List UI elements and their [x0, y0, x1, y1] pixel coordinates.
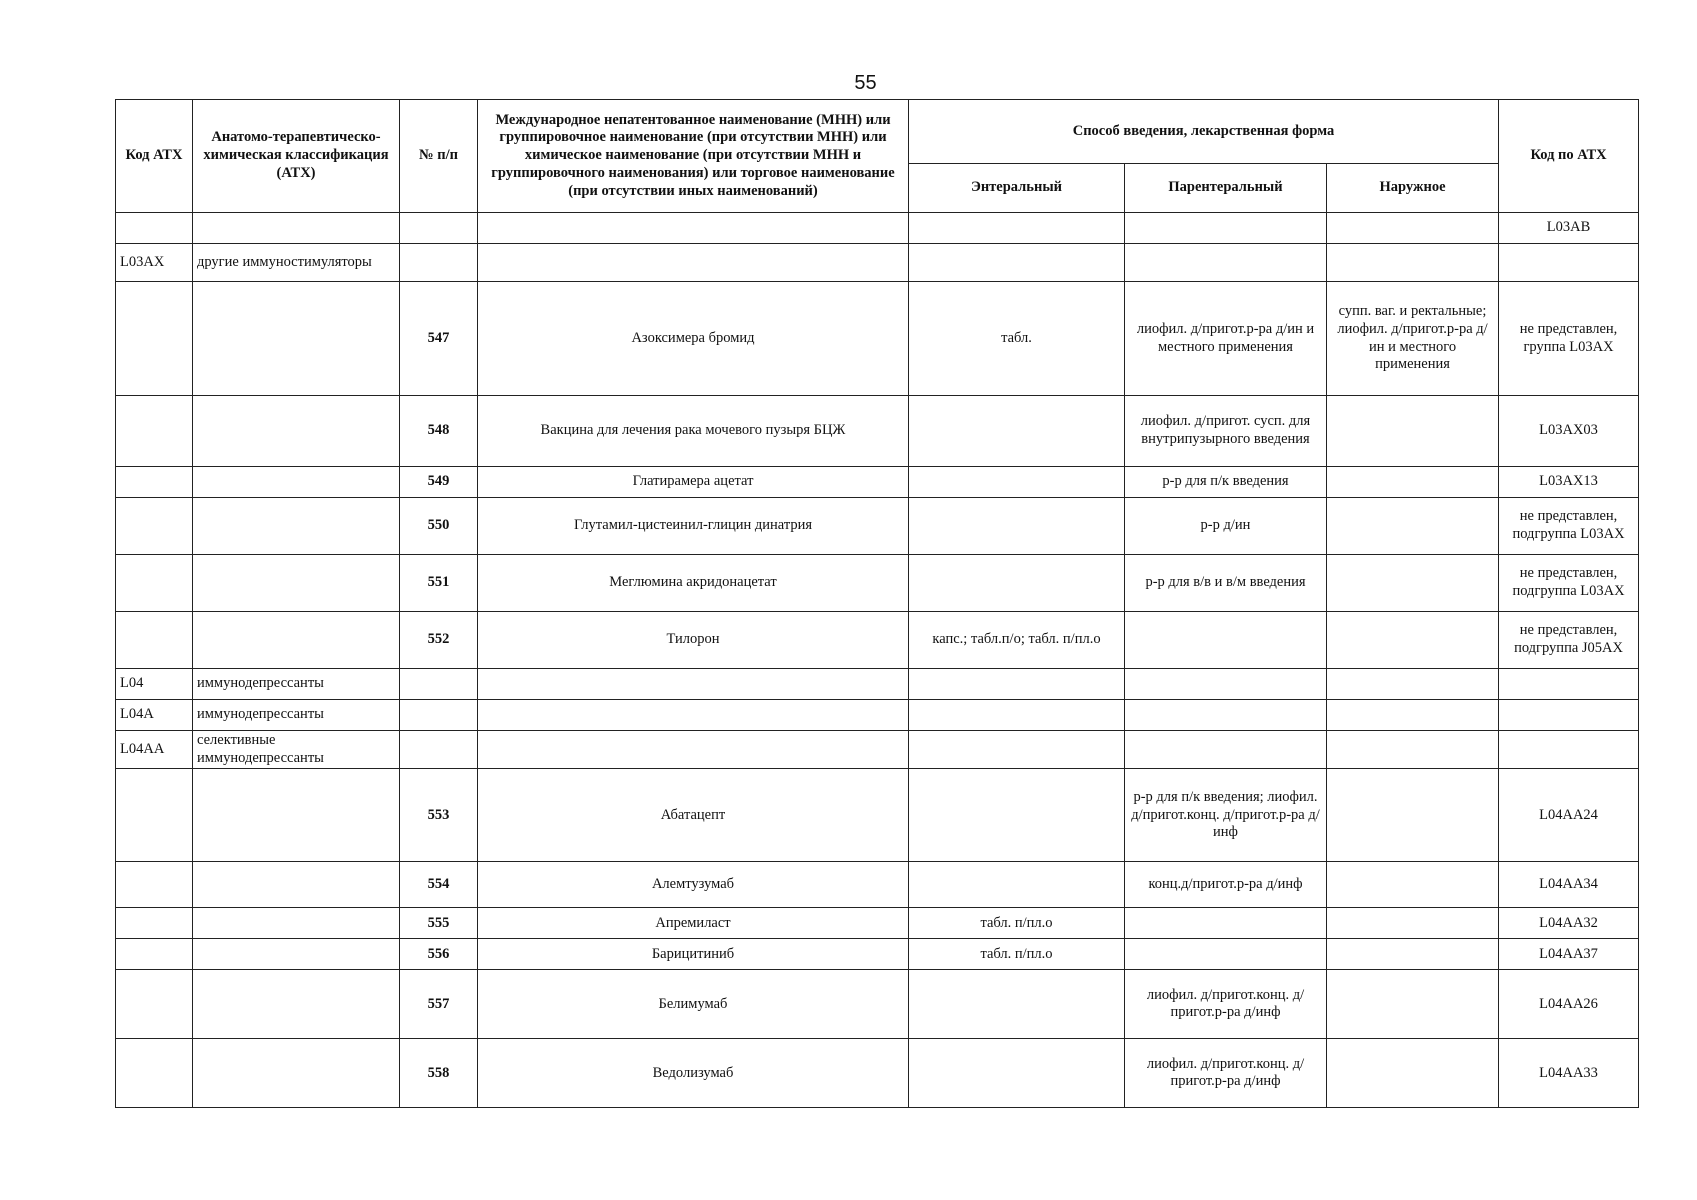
drug-table [115, 99, 1639, 1108]
cell-atc-classification [193, 1039, 400, 1108]
cell-drug-name: Абатацепт [478, 769, 909, 862]
cell-drug-name: Меглюмина акридонацетат [478, 555, 909, 612]
cell-drug-name [478, 700, 909, 731]
cell-number: 558 [400, 1039, 478, 1108]
cell-enteral: табл. п/пл.о [909, 939, 1125, 970]
cell-external [1327, 769, 1499, 862]
cell-atc-code [116, 939, 193, 970]
cell-atc-code [116, 282, 193, 396]
cell-code-by-atc: не представлен, группа L03AX [1499, 282, 1639, 396]
cell-drug-name [478, 244, 909, 282]
cell-external [1327, 700, 1499, 731]
cell-number: 550 [400, 498, 478, 555]
table-row [116, 862, 1639, 908]
cell-enteral [909, 862, 1125, 908]
cell-atc-code [116, 396, 193, 467]
table-body [116, 213, 1639, 1108]
cell-atc-classification [193, 970, 400, 1039]
cell-external [1327, 669, 1499, 700]
cell-atc-code [116, 970, 193, 1039]
cell-enteral [909, 555, 1125, 612]
cell-drug-name: Алемтузумаб [478, 862, 909, 908]
cell-enteral [909, 731, 1125, 769]
table-row [116, 700, 1639, 731]
cell-code-by-atc: не представлен, подгруппа L03AX [1499, 555, 1639, 612]
header-route-group: Способ введения, лекарственная форма [909, 100, 1499, 164]
cell-parenteral [1125, 731, 1327, 769]
cell-enteral [909, 970, 1125, 1039]
cell-atc-classification [193, 862, 400, 908]
cell-parenteral: р-р для п/к введения [1125, 467, 1327, 498]
cell-drug-name: Вакцина для лечения рака мочевого пузыря БЦЖ [478, 396, 909, 467]
cell-atc-classification [193, 498, 400, 555]
cell-atc-classification [193, 769, 400, 862]
cell-parenteral [1125, 244, 1327, 282]
cell-atc-classification [193, 467, 400, 498]
cell-external [1327, 939, 1499, 970]
cell-external [1327, 612, 1499, 669]
cell-atc-code [116, 555, 193, 612]
cell-code-by-atc: L04AA37 [1499, 939, 1639, 970]
cell-drug-name [478, 731, 909, 769]
cell-drug-name [478, 213, 909, 244]
cell-parenteral [1125, 669, 1327, 700]
cell-external [1327, 244, 1499, 282]
table-row [116, 1039, 1639, 1108]
cell-atc-code [116, 908, 193, 939]
cell-parenteral: лиофил. д/пригот. сусп. для внутрипузырного введения [1125, 396, 1327, 467]
cell-code-by-atc: L03AX13 [1499, 467, 1639, 498]
table-row [116, 213, 1639, 244]
cell-atc-classification [193, 555, 400, 612]
header-external: Наружное [1327, 164, 1499, 213]
table-row [116, 769, 1639, 862]
header-drug-name: Международное непатентованное наименование (МНН) или группировочное наименование (при отсутствии МНН) или химическое наименование (при отсутствии МНН и группировочного наименования) или торговое наименование (при отсутствии иных наименований) [478, 100, 909, 213]
cell-drug-name: Белимумаб [478, 970, 909, 1039]
cell-number: 549 [400, 467, 478, 498]
cell-number: 556 [400, 939, 478, 970]
cell-code-by-atc: L03AB [1499, 213, 1639, 244]
cell-atc-code [116, 498, 193, 555]
cell-enteral [909, 396, 1125, 467]
table-row [116, 731, 1639, 769]
cell-number [400, 213, 478, 244]
cell-parenteral: р-р для в/в и в/м введения [1125, 555, 1327, 612]
cell-external [1327, 396, 1499, 467]
cell-enteral [909, 467, 1125, 498]
cell-code-by-atc: L03AX03 [1499, 396, 1639, 467]
cell-atc-code: L04A [116, 700, 193, 731]
cell-parenteral [1125, 908, 1327, 939]
cell-drug-name: Тилорон [478, 612, 909, 669]
cell-number: 555 [400, 908, 478, 939]
cell-atc-classification [193, 396, 400, 467]
cell-atc-code [116, 769, 193, 862]
cell-external [1327, 862, 1499, 908]
cell-atc-classification: иммунодепрессанты [193, 700, 400, 731]
cell-enteral [909, 669, 1125, 700]
cell-drug-name: Глутамил-цистеинил-глицин динатрия [478, 498, 909, 555]
cell-atc-code [116, 612, 193, 669]
table-row [116, 555, 1639, 612]
header-number: № п/п [400, 100, 478, 213]
cell-atc-code [116, 862, 193, 908]
cell-parenteral [1125, 612, 1327, 669]
cell-atc-classification [193, 939, 400, 970]
header-code-by-atc: Код по АТХ [1499, 100, 1639, 213]
table-row [116, 467, 1639, 498]
cell-code-by-atc [1499, 669, 1639, 700]
cell-parenteral [1125, 213, 1327, 244]
cell-enteral [909, 700, 1125, 731]
cell-atc-code [116, 213, 193, 244]
cell-parenteral: лиофил. д/пригот.конц. д/пригот.р-ра д/инф [1125, 970, 1327, 1039]
cell-number [400, 700, 478, 731]
cell-parenteral: лиофил. д/пригот.р-ра д/ин и местного применения [1125, 282, 1327, 396]
cell-external [1327, 908, 1499, 939]
cell-code-by-atc [1499, 700, 1639, 731]
header-atc-code: Код АТХ [116, 100, 193, 213]
cell-number: 548 [400, 396, 478, 467]
cell-atc-code [116, 467, 193, 498]
cell-atc-code: L04 [116, 669, 193, 700]
cell-external [1327, 1039, 1499, 1108]
cell-code-by-atc: не представлен, подгруппа J05AX [1499, 612, 1639, 669]
cell-enteral [909, 1039, 1125, 1108]
cell-code-by-atc: L04AA24 [1499, 769, 1639, 862]
cell-drug-name: Ведолизумаб [478, 1039, 909, 1108]
cell-atc-classification [193, 908, 400, 939]
table-row [116, 498, 1639, 555]
cell-atc-classification: селективные иммунодепрессанты [193, 731, 400, 769]
cell-code-by-atc: L04AA33 [1499, 1039, 1639, 1108]
page-number: 55 [854, 72, 877, 94]
cell-atc-classification: иммунодепрессанты [193, 669, 400, 700]
cell-drug-name: Глатирамера ацетат [478, 467, 909, 498]
cell-external [1327, 731, 1499, 769]
cell-code-by-atc: не представлен, подгруппа L03AX [1499, 498, 1639, 555]
cell-number [400, 669, 478, 700]
cell-code-by-atc [1499, 244, 1639, 282]
cell-enteral [909, 498, 1125, 555]
cell-atc-code: L03AX [116, 244, 193, 282]
table-row [116, 612, 1639, 669]
cell-parenteral [1125, 939, 1327, 970]
cell-code-by-atc: L04AA26 [1499, 970, 1639, 1039]
cell-number [400, 731, 478, 769]
cell-parenteral: лиофил. д/пригот.конц. д/пригот.р-ра д/инф [1125, 1039, 1327, 1108]
cell-code-by-atc: L04AA32 [1499, 908, 1639, 939]
cell-number: 557 [400, 970, 478, 1039]
cell-parenteral [1125, 700, 1327, 731]
cell-number: 552 [400, 612, 478, 669]
table-row [116, 244, 1639, 282]
cell-enteral: табл. п/пл.о [909, 908, 1125, 939]
cell-atc-classification: другие иммуностимуляторы [193, 244, 400, 282]
cell-number: 554 [400, 862, 478, 908]
cell-atc-code [116, 1039, 193, 1108]
table-row [116, 282, 1639, 396]
header-atc-classification: Анатомо-терапевтическо-химическая классификация (АТХ) [193, 100, 400, 213]
cell-parenteral: р-р для п/к введения; лиофил. д/пригот.конц. д/пригот.р-ра д/инф [1125, 769, 1327, 862]
cell-parenteral: р-р д/ин [1125, 498, 1327, 555]
cell-external [1327, 555, 1499, 612]
cell-enteral: табл. [909, 282, 1125, 396]
cell-number [400, 244, 478, 282]
cell-parenteral: конц.д/пригот.р-ра д/инф [1125, 862, 1327, 908]
cell-external [1327, 213, 1499, 244]
cell-atc-classification [193, 282, 400, 396]
cell-code-by-atc: L04AA34 [1499, 862, 1639, 908]
table-row [116, 396, 1639, 467]
cell-drug-name: Азоксимера бромид [478, 282, 909, 396]
cell-enteral [909, 244, 1125, 282]
cell-number: 547 [400, 282, 478, 396]
cell-external: супп. ваг. и ректальные; лиофил. д/пригот.р-ра д/ин и местного применения [1327, 282, 1499, 396]
cell-atc-classification [193, 612, 400, 669]
cell-enteral [909, 213, 1125, 244]
cell-external [1327, 970, 1499, 1039]
cell-external [1327, 498, 1499, 555]
cell-external [1327, 467, 1499, 498]
cell-enteral [909, 769, 1125, 862]
cell-drug-name [478, 669, 909, 700]
cell-drug-name: Апремиласт [478, 908, 909, 939]
table-row [116, 669, 1639, 700]
cell-atc-code: L04AA [116, 731, 193, 769]
cell-enteral: капс.; табл.п/о; табл. п/пл.о [909, 612, 1125, 669]
cell-atc-classification [193, 213, 400, 244]
table-row [116, 939, 1639, 970]
header-parenteral: Парентеральный [1125, 164, 1327, 213]
cell-number: 551 [400, 555, 478, 612]
cell-code-by-atc [1499, 731, 1639, 769]
cell-drug-name: Барицитиниб [478, 939, 909, 970]
cell-number: 553 [400, 769, 478, 862]
table-row [116, 970, 1639, 1039]
header-enteral: Энтеральный [909, 164, 1125, 213]
table-row [116, 908, 1639, 939]
